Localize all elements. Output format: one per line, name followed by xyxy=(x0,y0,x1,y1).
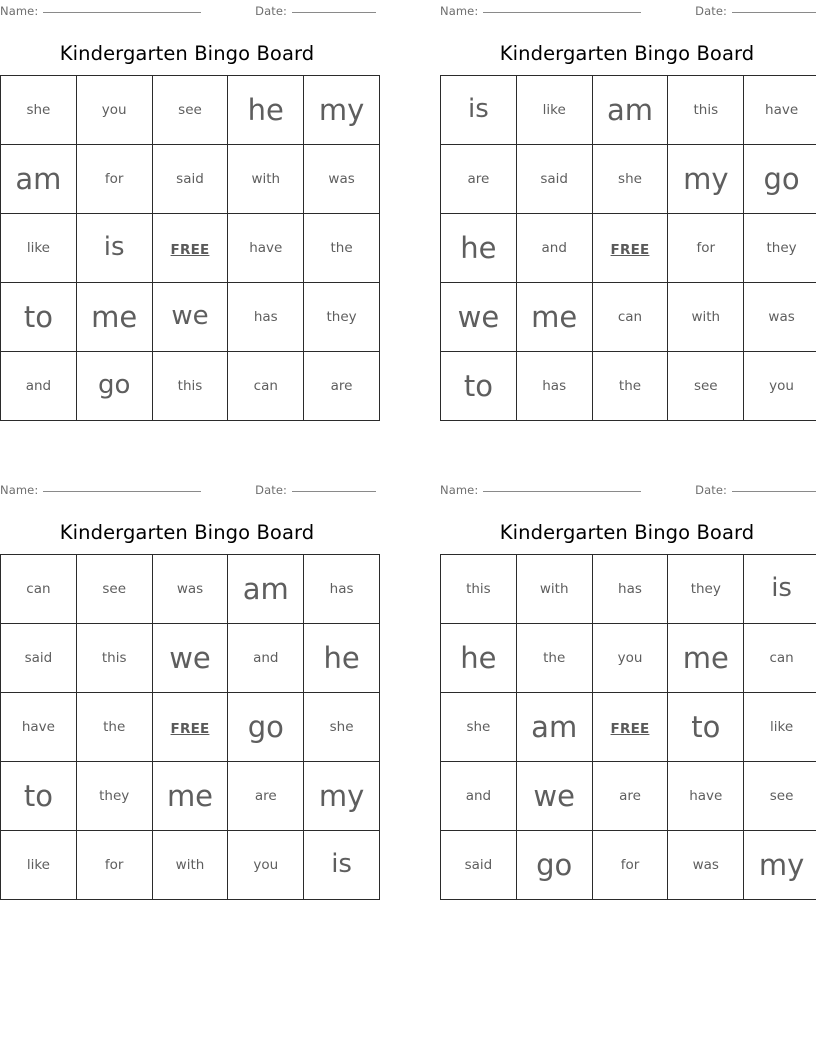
bingo-word: with xyxy=(175,856,205,873)
bingo-word: see xyxy=(102,580,127,597)
bingo-word: my xyxy=(758,847,805,882)
bingo-cell[interactable] xyxy=(668,76,744,145)
bingo-cell[interactable] xyxy=(304,283,380,352)
bingo-word: am xyxy=(242,571,289,606)
bingo-word: is xyxy=(468,94,489,125)
bingo-word: me xyxy=(682,640,729,675)
bingo-cell[interactable] xyxy=(668,352,744,421)
bingo-word: you xyxy=(617,649,643,666)
bingo-word: was xyxy=(176,580,204,597)
bingo-cell[interactable] xyxy=(304,624,380,693)
bingo-row xyxy=(1,762,380,831)
bingo-word: have xyxy=(765,101,799,118)
date-write-line[interactable] xyxy=(732,491,816,492)
bingo-word: the xyxy=(618,377,642,394)
bingo-cell[interactable] xyxy=(152,76,228,145)
bingo-cell[interactable] xyxy=(152,624,228,693)
bingo-word: this xyxy=(693,101,719,118)
bingo-word: to xyxy=(463,368,493,403)
bingo-cell[interactable] xyxy=(744,283,816,352)
bingo-row xyxy=(441,624,816,693)
bingo-cell[interactable] xyxy=(744,214,816,283)
bingo-cell[interactable] xyxy=(592,283,668,352)
bingo-cell[interactable] xyxy=(228,624,304,693)
bingo-cell[interactable] xyxy=(516,214,592,283)
bingo-cell[interactable] xyxy=(76,283,152,352)
bingo-cell[interactable] xyxy=(1,624,77,693)
bingo-cell[interactable] xyxy=(152,283,228,352)
bingo-cell[interactable] xyxy=(1,214,77,283)
bingo-word: he xyxy=(460,640,497,675)
bingo-cell[interactable] xyxy=(516,693,592,762)
name-date-line xyxy=(0,0,376,22)
bingo-cell-free[interactable] xyxy=(592,693,668,762)
bingo-card-1 xyxy=(0,0,376,421)
bingo-word: to xyxy=(23,299,53,334)
bingo-word: has xyxy=(542,377,567,394)
bingo-cell[interactable] xyxy=(1,762,77,831)
bingo-grid xyxy=(440,554,816,900)
bingo-cell[interactable] xyxy=(441,624,517,693)
bingo-word: are xyxy=(330,377,353,394)
name-write-line[interactable] xyxy=(43,491,201,492)
card-title: Kindergarten Bingo Board xyxy=(499,42,755,65)
bingo-word: see xyxy=(693,377,718,394)
bingo-cell[interactable] xyxy=(228,76,304,145)
bingo-row xyxy=(1,214,380,283)
bingo-word: he xyxy=(247,92,284,127)
bingo-row xyxy=(441,214,816,283)
bingo-word: said xyxy=(176,170,204,187)
bingo-cell[interactable] xyxy=(1,76,77,145)
bingo-cell[interactable] xyxy=(592,352,668,421)
bingo-cell[interactable] xyxy=(304,693,380,762)
bingo-cell[interactable] xyxy=(441,762,517,831)
bingo-word: the xyxy=(330,239,353,256)
date-label: Date: xyxy=(695,483,727,497)
bingo-cell[interactable] xyxy=(76,831,152,900)
bingo-cell[interactable] xyxy=(304,352,380,421)
bingo-cell[interactable] xyxy=(304,762,380,831)
bingo-word: see xyxy=(769,787,794,804)
bingo-word: can xyxy=(253,377,278,394)
bingo-row xyxy=(1,352,380,421)
bingo-cell[interactable] xyxy=(152,145,228,214)
bingo-word: to xyxy=(691,709,721,744)
bingo-word: with xyxy=(539,580,569,597)
bingo-word: like xyxy=(542,101,566,118)
bingo-word: have xyxy=(21,718,55,735)
bingo-word: me xyxy=(166,778,214,813)
bingo-word: are xyxy=(467,170,490,187)
bingo-cell[interactable] xyxy=(152,762,228,831)
bingo-word: with xyxy=(251,170,281,187)
bingo-word: you xyxy=(253,856,279,873)
bingo-cell[interactable] xyxy=(152,555,228,624)
bingo-cell[interactable] xyxy=(744,352,816,421)
free-space-label: FREE xyxy=(170,241,210,258)
bingo-cell[interactable] xyxy=(516,76,592,145)
bingo-word: has xyxy=(618,580,642,597)
bingo-word: can xyxy=(617,308,643,325)
bingo-row xyxy=(1,624,380,693)
bingo-word: go xyxy=(536,847,573,882)
bingo-word: go xyxy=(97,370,131,401)
name-date-line xyxy=(440,479,816,501)
date-write-line[interactable] xyxy=(292,491,376,492)
bingo-cell[interactable] xyxy=(1,831,77,900)
bingo-word: they xyxy=(690,580,721,597)
bingo-cell[interactable] xyxy=(76,214,152,283)
bingo-word: is xyxy=(103,232,125,263)
bingo-word: am xyxy=(531,709,578,744)
date-label: Date: xyxy=(695,4,727,18)
card-row-bottom xyxy=(0,479,816,900)
bingo-word: she xyxy=(26,101,51,118)
bingo-word: have xyxy=(249,239,283,256)
bingo-word: said xyxy=(464,856,493,873)
name-field[interactable] xyxy=(440,4,641,18)
bingo-word: this xyxy=(466,580,491,597)
bingo-word: go xyxy=(247,709,284,744)
bingo-cell[interactable] xyxy=(1,145,77,214)
bingo-cell[interactable] xyxy=(1,693,77,762)
bingo-cell[interactable] xyxy=(76,624,152,693)
bingo-word: is xyxy=(771,573,792,604)
date-field[interactable] xyxy=(695,483,816,497)
bingo-card-3 xyxy=(0,479,376,900)
bingo-word: was xyxy=(768,308,795,325)
bingo-cell[interactable] xyxy=(592,762,668,831)
bingo-cell[interactable] xyxy=(592,624,668,693)
bingo-row xyxy=(441,352,816,421)
bingo-cell[interactable] xyxy=(592,555,668,624)
date-write-line[interactable] xyxy=(292,12,376,13)
bingo-cell[interactable] xyxy=(516,762,592,831)
bingo-word: he xyxy=(460,230,497,265)
bingo-word: the xyxy=(543,649,566,666)
bingo-cell[interactable] xyxy=(516,283,592,352)
bingo-row xyxy=(1,76,380,145)
bingo-cell[interactable] xyxy=(441,145,517,214)
bingo-word: we xyxy=(171,301,209,332)
bingo-row xyxy=(441,555,816,624)
bingo-word: we xyxy=(457,299,500,334)
bingo-word: has xyxy=(329,580,354,597)
bingo-cell[interactable] xyxy=(441,555,517,624)
bingo-cell[interactable] xyxy=(441,283,517,352)
bingo-word: me xyxy=(531,299,578,334)
bingo-word: the xyxy=(103,718,126,735)
bingo-cell[interactable] xyxy=(516,831,592,900)
bingo-cell[interactable] xyxy=(744,555,816,624)
bingo-word: we xyxy=(533,778,575,813)
bingo-row xyxy=(441,831,816,900)
bingo-row xyxy=(441,76,816,145)
bingo-cell-free[interactable] xyxy=(152,214,228,283)
bingo-cell[interactable] xyxy=(228,283,304,352)
bingo-cell[interactable] xyxy=(744,145,816,214)
bingo-cell[interactable] xyxy=(441,693,517,762)
name-field[interactable] xyxy=(0,4,201,18)
bingo-word: my xyxy=(318,92,365,127)
bingo-word: me xyxy=(91,299,138,334)
bingo-word: see xyxy=(178,101,202,118)
bingo-word: she xyxy=(329,718,354,735)
date-label: Date: xyxy=(255,4,287,18)
bingo-word: have xyxy=(689,787,723,804)
bingo-word: for xyxy=(104,856,124,873)
bingo-word: my xyxy=(683,161,729,196)
bingo-cell[interactable] xyxy=(516,624,592,693)
bingo-cell[interactable] xyxy=(668,283,744,352)
bingo-word: and xyxy=(465,787,492,804)
free-space-label: FREE xyxy=(170,720,210,737)
bingo-word: can xyxy=(26,580,51,597)
bingo-cell[interactable] xyxy=(441,352,517,421)
bingo-cell[interactable] xyxy=(516,145,592,214)
bingo-word: are xyxy=(254,787,277,804)
bingo-word: am xyxy=(15,161,62,196)
bingo-word: is xyxy=(331,849,352,880)
bingo-word: like xyxy=(26,239,50,256)
card-title: Kindergarten Bingo Board xyxy=(59,42,315,65)
date-field[interactable] xyxy=(255,4,376,18)
bingo-cell[interactable] xyxy=(668,555,744,624)
bingo-word: like xyxy=(770,718,794,735)
bingo-row xyxy=(441,762,816,831)
date-write-line[interactable] xyxy=(732,12,816,13)
bingo-row xyxy=(1,283,380,352)
bingo-cell[interactable] xyxy=(744,762,816,831)
bingo-word: this xyxy=(101,649,127,666)
bingo-cell[interactable] xyxy=(304,831,380,900)
name-write-line[interactable] xyxy=(483,491,641,492)
bingo-cell[interactable] xyxy=(228,214,304,283)
card-row-top xyxy=(0,0,816,421)
bingo-card-4 xyxy=(440,479,816,900)
bingo-cell[interactable] xyxy=(1,283,77,352)
bingo-word: to xyxy=(23,778,53,813)
bingo-cell[interactable] xyxy=(76,693,152,762)
name-label: Name: xyxy=(0,483,39,497)
bingo-word: you xyxy=(769,377,794,394)
bingo-grid xyxy=(440,75,816,421)
bingo-cell[interactable] xyxy=(441,831,517,900)
bingo-grid xyxy=(0,554,380,900)
bingo-cell[interactable] xyxy=(228,762,304,831)
bingo-word: and xyxy=(253,649,279,666)
bingo-word: can xyxy=(769,649,794,666)
name-field[interactable] xyxy=(0,483,201,497)
bingo-word: said xyxy=(540,170,569,187)
bingo-row xyxy=(1,555,380,624)
bingo-cell-free[interactable] xyxy=(152,693,228,762)
name-label: Name: xyxy=(440,483,479,497)
bingo-cell[interactable] xyxy=(516,352,592,421)
bingo-word: are xyxy=(619,787,641,804)
bingo-word: was xyxy=(328,170,355,187)
bingo-word: am xyxy=(606,92,653,127)
bingo-cell[interactable] xyxy=(592,76,668,145)
bingo-word: like xyxy=(26,856,50,873)
bingo-cell[interactable] xyxy=(76,352,152,421)
bingo-word: and xyxy=(25,377,52,394)
bingo-row xyxy=(1,831,380,900)
bingo-cell[interactable] xyxy=(668,831,744,900)
bingo-row xyxy=(441,145,816,214)
bingo-card-2 xyxy=(440,0,816,421)
bingo-cell[interactable] xyxy=(228,145,304,214)
name-write-line[interactable] xyxy=(483,12,641,13)
bingo-word: go xyxy=(763,161,800,196)
bingo-word: was xyxy=(692,856,719,873)
bingo-cell[interactable] xyxy=(744,693,816,762)
bingo-word: has xyxy=(253,308,278,325)
bingo-word: they xyxy=(99,787,130,804)
bingo-word: we xyxy=(169,640,211,675)
bingo-cell[interactable] xyxy=(668,624,744,693)
bingo-cell[interactable] xyxy=(304,145,380,214)
bingo-cell[interactable] xyxy=(76,145,152,214)
bingo-cell[interactable] xyxy=(228,555,304,624)
bingo-word: for xyxy=(696,239,716,256)
bingo-row xyxy=(441,283,816,352)
bingo-word: they xyxy=(326,308,357,325)
bingo-cell[interactable] xyxy=(744,831,816,900)
name-label: Name: xyxy=(0,4,39,18)
bingo-word: my xyxy=(318,778,365,813)
name-date-line xyxy=(440,0,816,22)
bingo-cell[interactable] xyxy=(1,352,77,421)
bingo-cell[interactable] xyxy=(304,555,380,624)
bingo-cell[interactable] xyxy=(516,555,592,624)
bingo-word: for xyxy=(104,170,124,187)
bingo-word: with xyxy=(691,308,721,325)
name-write-line[interactable] xyxy=(43,12,201,13)
bingo-cell[interactable] xyxy=(592,831,668,900)
bingo-cell[interactable] xyxy=(668,145,744,214)
bingo-cell[interactable] xyxy=(592,145,668,214)
card-title: Kindergarten Bingo Board xyxy=(59,521,315,544)
bingo-cell[interactable] xyxy=(668,693,744,762)
bingo-cell[interactable] xyxy=(668,762,744,831)
bingo-cell[interactable] xyxy=(668,214,744,283)
bingo-cell[interactable] xyxy=(441,76,517,145)
bingo-cell[interactable] xyxy=(228,693,304,762)
date-field[interactable] xyxy=(695,4,816,18)
bingo-cell[interactable] xyxy=(744,76,816,145)
bingo-word: for xyxy=(620,856,640,873)
bingo-row xyxy=(441,693,816,762)
free-space-label: FREE xyxy=(610,720,650,737)
bingo-cell[interactable] xyxy=(441,214,517,283)
date-label: Date: xyxy=(255,483,287,497)
card-title: Kindergarten Bingo Board xyxy=(499,521,755,544)
bingo-word: they xyxy=(766,239,797,256)
bingo-cell[interactable] xyxy=(1,555,77,624)
bingo-cell[interactable] xyxy=(76,762,152,831)
bingo-grid xyxy=(0,75,380,421)
bingo-cell[interactable] xyxy=(304,76,380,145)
bingo-cell[interactable] xyxy=(744,624,816,693)
bingo-cell-free[interactable] xyxy=(592,214,668,283)
bingo-word: you xyxy=(101,101,127,118)
bingo-cell[interactable] xyxy=(152,831,228,900)
name-date-line xyxy=(0,479,376,501)
bingo-word: she xyxy=(466,718,491,735)
bingo-cell[interactable] xyxy=(304,214,380,283)
bingo-word: he xyxy=(323,640,360,675)
bingo-cell[interactable] xyxy=(228,831,304,900)
bingo-word: said xyxy=(24,649,53,666)
bingo-cell[interactable] xyxy=(228,352,304,421)
bingo-cell[interactable] xyxy=(76,76,152,145)
bingo-word: this xyxy=(177,377,203,394)
name-field[interactable] xyxy=(440,483,641,497)
bingo-word: and xyxy=(541,239,567,256)
date-field[interactable] xyxy=(255,483,376,497)
free-space-label: FREE xyxy=(610,241,650,258)
name-label: Name: xyxy=(440,4,479,18)
bingo-row xyxy=(1,145,380,214)
bingo-row xyxy=(1,693,380,762)
bingo-cell[interactable] xyxy=(152,352,228,421)
bingo-cell[interactable] xyxy=(76,555,152,624)
bingo-word: she xyxy=(618,170,642,187)
